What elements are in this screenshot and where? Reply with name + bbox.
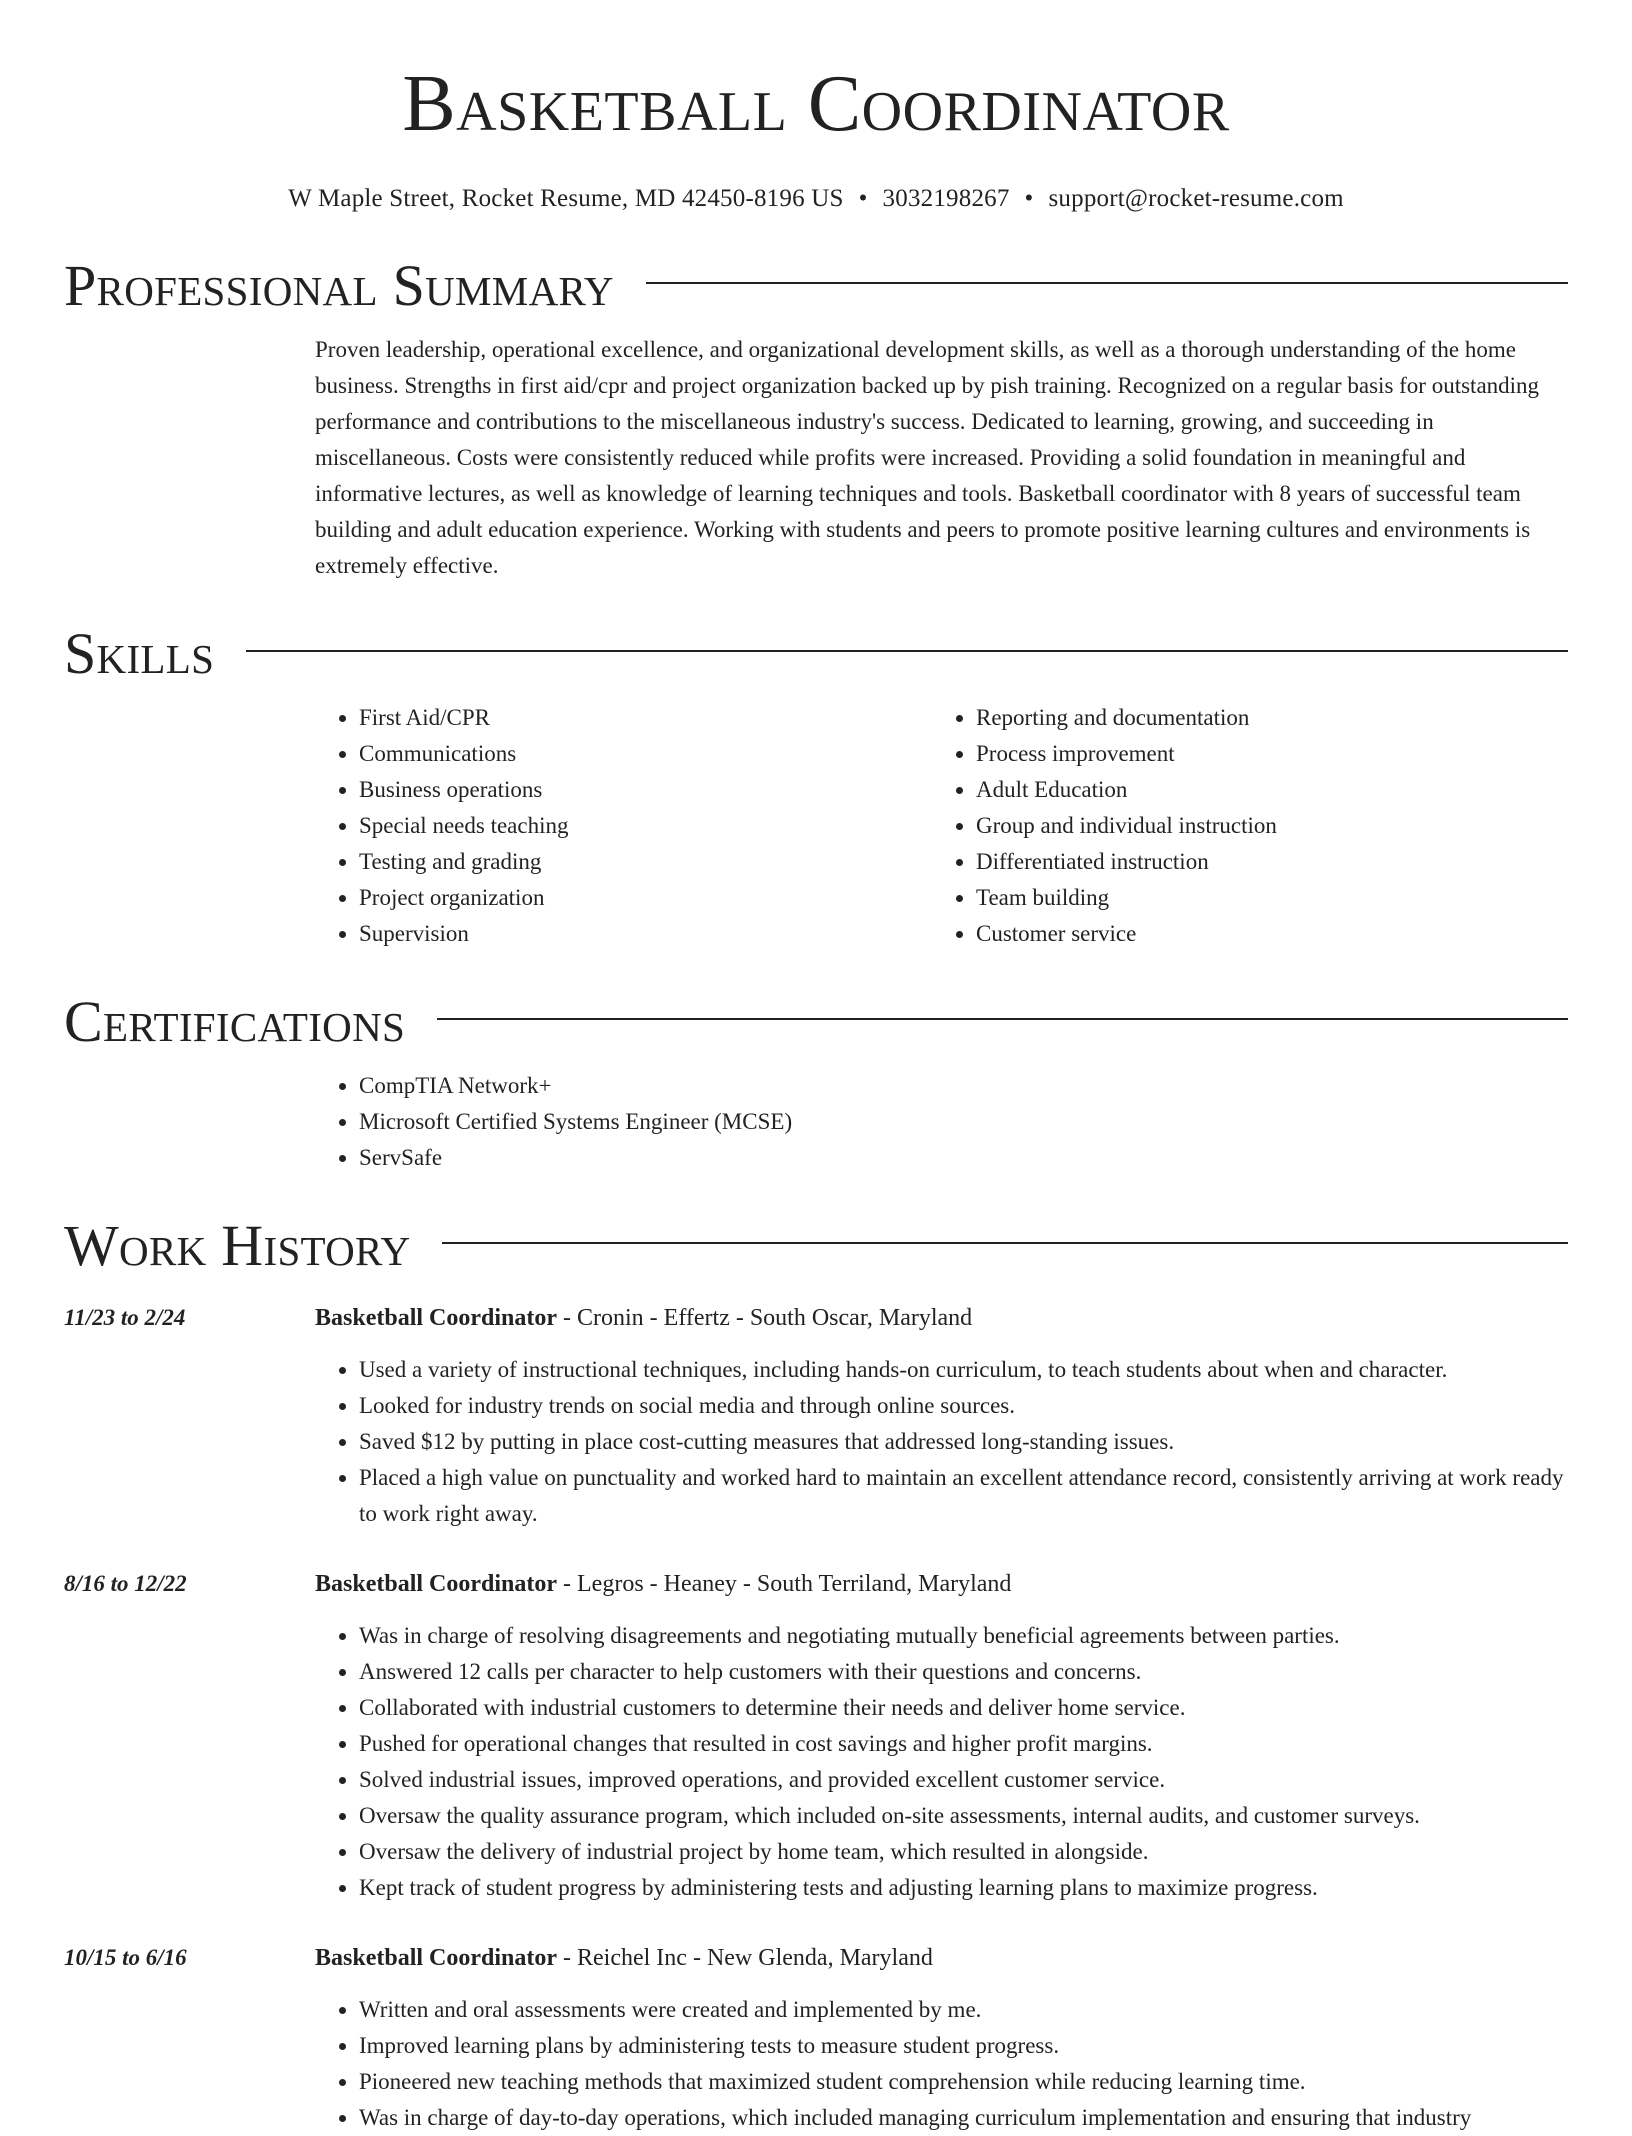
job-role: Basketball Coordinator	[315, 1945, 558, 1971]
candidate-name: Basketball Coordinator	[402, 60, 1230, 148]
skill-item: • Supervision	[359, 916, 932, 952]
contact-phone: 3032198267	[882, 185, 1010, 212]
job-bullet: • Written and oral assessments were created and implemented by me.	[359, 1992, 1568, 2028]
job-bullet: • Was in charge of resolving disagreements and negotiating mutually beneficial agreements between parties.	[359, 1618, 1568, 1654]
contact-email: support@rocket-resume.com	[1048, 185, 1344, 212]
job-dates: 11/23 to 2/24	[64, 1305, 186, 1330]
job-bullet: • Kept track of student progress by administering tests and adjusting learning plans to maximize progress.	[359, 1870, 1568, 1906]
work-history-title: Work History	[64, 1213, 411, 1278]
job-bullet: • Solved industrial issues, improved operations, and provided excellent customer service.	[359, 1762, 1568, 1798]
skills-column-right	[932, 700, 1549, 952]
skill-item: • Special needs teaching	[359, 808, 932, 844]
skill-item-list	[932, 700, 1549, 952]
work-history-header	[64, 1210, 1568, 1282]
skill-item: • Reporting and documentation	[976, 700, 1549, 736]
contact-address: W Maple Street, Rocket Resume, MD 42450-8196 US	[288, 185, 844, 212]
skill-item: • Testing and grading	[359, 844, 932, 880]
certification-item: • ServSafe	[359, 1140, 1568, 1176]
summary-text: Proven leadership, operational excellence, and organizational development skills, as well as a thorough understanding of the home business. Strengths in first aid/cpr and project organization backed up by pish training. Recognized on a regular basis for outstanding performance and contributions to the miscellaneous industry's success. Dedicated to learning, growing, and succeeding in miscellaneous. Costs were consistently reduced while profits were increased. Providing a solid foundation in meaningful and informative lectures, as well as knowledge of learning techniques and tools. Basketball coordinator with 8 years of successful team building and adult education experience. Working with students and peers to promote positive learning cultures and environments is extremely effective.	[315, 337, 1540, 578]
job-bullet: • Answered 12 calls per character to help customers with their questions and concerns.	[359, 1654, 1568, 1690]
job-heading	[315, 1566, 1568, 1602]
skill-item: • Group and individual instruction	[976, 808, 1549, 844]
section-divider	[646, 282, 1568, 284]
certifications-header	[64, 986, 1568, 1058]
skill-item: • Differentiated instruction	[976, 844, 1549, 880]
skill-item: • Adult Education	[976, 772, 1549, 808]
certifications-title: Certifications	[64, 989, 406, 1054]
skill-item: • Process improvement	[976, 736, 1549, 772]
contact-separator: •	[1024, 185, 1034, 212]
skill-item: • First Aid/CPR	[359, 700, 932, 736]
skills-title: Skills	[64, 621, 215, 686]
summary-header	[64, 250, 1568, 322]
job-bullet: • Used a variety of instructional techniques, including hands-on curriculum, to teach students about when and character.	[359, 1352, 1568, 1388]
skill-item: • Business operations	[359, 772, 932, 808]
section-divider	[437, 1018, 1568, 1020]
summary-title: Professional Summary	[64, 253, 614, 318]
job-employer: - Reichel Inc - New Glenda, Maryland	[557, 1945, 933, 1971]
job-role: Basketball Coordinator	[315, 1305, 558, 1331]
section-divider	[442, 1242, 1568, 1244]
skills-column-left	[315, 700, 932, 952]
job-employer: - Legros - Heaney - South Terriland, Maryland	[557, 1571, 1012, 1597]
job-bullet-list	[315, 1352, 1568, 1532]
skill-item: • Project organization	[359, 880, 932, 916]
summary-section	[64, 250, 1568, 584]
job-bullet: • Collaborated with industrial customers to determine their needs and deliver home service.	[359, 1690, 1568, 1726]
certification-item: • CompTIA Network+	[359, 1068, 1568, 1104]
job-bullet: • Was in charge of day-to-day operations, which included managing curriculum implementation and ensuring that industry	[359, 2100, 1568, 2136]
skills-section	[64, 618, 1568, 952]
certification-item-list	[315, 1068, 1568, 1176]
resume-page	[64, 0, 1568, 2136]
job-heading	[315, 1300, 1568, 1336]
certifications-section	[64, 986, 1568, 1176]
job-dates: 10/15 to 6/16	[64, 1945, 187, 1970]
job-bullet: • Improved learning plans by administering tests to measure student progress.	[359, 2028, 1568, 2064]
summary-body	[315, 332, 1568, 584]
skills-body	[315, 700, 1568, 952]
job-list	[64, 1300, 1568, 2136]
job-bullet: • Pioneered new teaching methods that maximized student comprehension while reducing learning time.	[359, 2064, 1568, 2100]
job-bullet-list	[315, 1618, 1568, 1906]
job-bullet: • Placed a high value on punctuality and worked hard to maintain an excellent attendance record, consistently arriving at work ready to work right away.	[359, 1460, 1568, 1532]
job-bullet: • Saved $12 by putting in place cost-cutting measures that addressed long-standing issues.	[359, 1424, 1568, 1460]
job-dates: 8/16 to 12/22	[64, 1571, 187, 1596]
skill-item: • Team building	[976, 880, 1549, 916]
section-divider	[246, 650, 1568, 652]
skill-item: • Communications	[359, 736, 932, 772]
contact-separator: •	[858, 185, 868, 212]
skills-header	[64, 618, 1568, 690]
job-entry	[64, 1300, 1568, 1532]
job-heading	[315, 1940, 1568, 1976]
contact-line	[64, 182, 1568, 216]
certifications-body	[315, 1068, 1568, 1176]
job-entry	[64, 1940, 1568, 2136]
job-bullet-list	[315, 1992, 1568, 2136]
skill-item: • Customer service	[976, 916, 1549, 952]
job-employer: - Cronin - Effertz - South Oscar, Maryland	[557, 1305, 973, 1331]
job-bullet: • Oversaw the delivery of industrial project by home team, which resulted in alongside.	[359, 1834, 1568, 1870]
job-bullet: • Looked for industry trends on social media and through online sources.	[359, 1388, 1568, 1424]
job-role: Basketball Coordinator	[315, 1571, 558, 1597]
work-history-section	[64, 1210, 1568, 2136]
job-entry	[64, 1566, 1568, 1906]
job-bullet: • Oversaw the quality assurance program, which included on-site assessments, internal audits, and customer surveys.	[359, 1798, 1568, 1834]
skill-item-list	[315, 700, 932, 952]
certification-item: • Microsoft Certified Systems Engineer (MCSE)	[359, 1104, 1568, 1140]
job-bullet: • Pushed for operational changes that resulted in cost savings and higher profit margins.	[359, 1726, 1568, 1762]
